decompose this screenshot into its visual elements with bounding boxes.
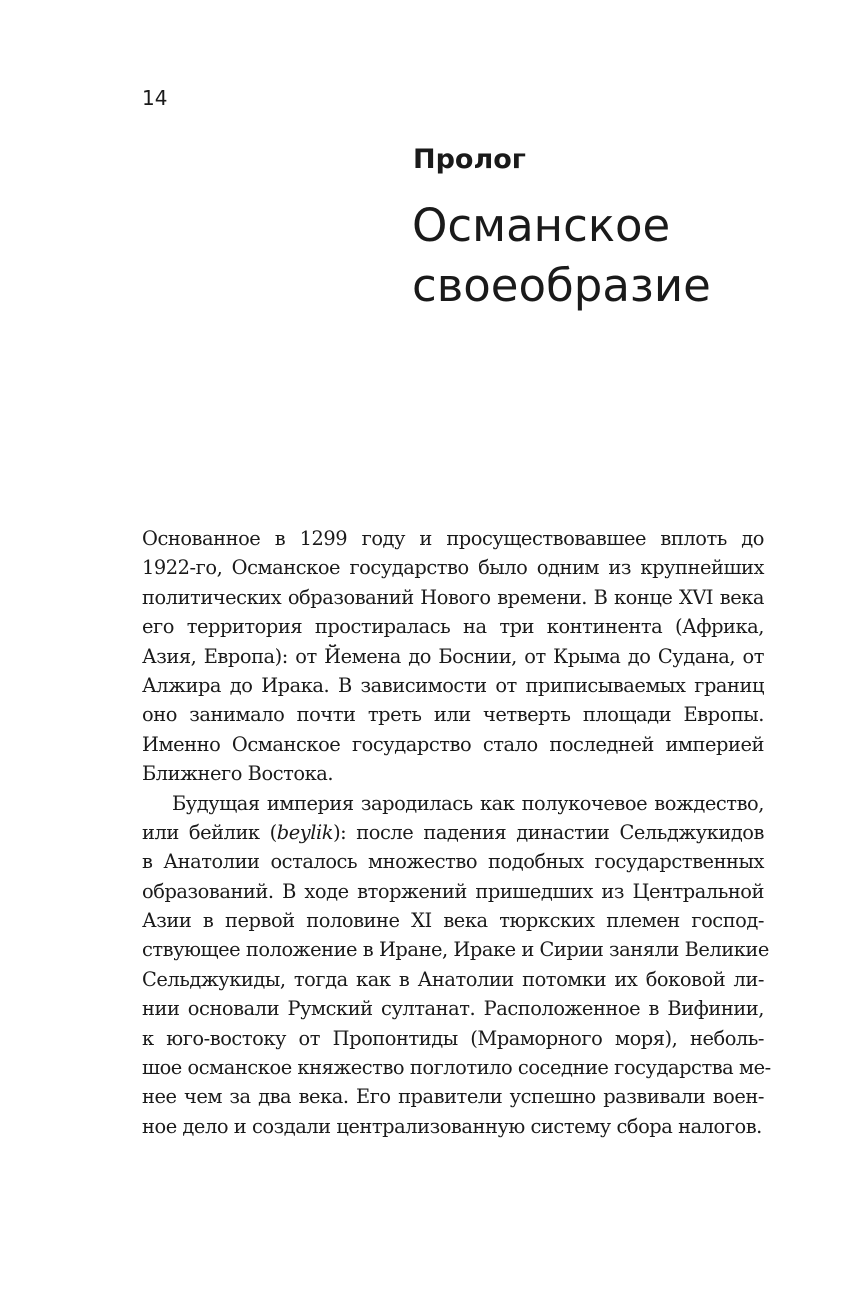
text-line: ное дело и создали централизованную систему сбора налогов. bbox=[142, 1114, 762, 1138]
text-line: Алжира до Ирака. В зависимости от приписываемых границ bbox=[142, 673, 764, 697]
text-line: ствующее положение в Иране, Ираке и Сирии заняли Великие bbox=[142, 938, 769, 962]
chapter-title-line: Османское bbox=[412, 199, 671, 252]
text-line: Азии в первой половине XI века тюркских племен господ- bbox=[142, 909, 764, 933]
italic-term: beylik bbox=[276, 820, 334, 844]
text-line: Будущая империя зародилась как полукочевое вождество, bbox=[172, 791, 764, 815]
text-line: Ближнего Востока. bbox=[142, 762, 334, 786]
text-line: Азия, Европа): от Йемена до Боснии, от Крыма до Судана, от bbox=[142, 644, 764, 668]
text-line: в Анатолии осталось множество подобных государственных bbox=[142, 850, 764, 874]
page-number: 14 bbox=[142, 86, 168, 110]
text-fragment: или бейлик ( bbox=[142, 820, 277, 844]
text-line: политических образований Нового времени. В конце XVI века bbox=[142, 585, 764, 609]
text-line: нии основали Румский султанат. Расположенное в Вифинии, bbox=[142, 997, 764, 1021]
text-line: Сельджукиды, тогда как в Анатолии потомки их боковой ли- bbox=[142, 967, 764, 991]
paragraph-1 bbox=[142, 524, 764, 789]
chapter-title-line: своеобразие bbox=[412, 259, 711, 312]
text-line bbox=[142, 818, 764, 847]
text-line: оно занимало почти треть или четверть площади Европы. bbox=[142, 703, 764, 727]
text-fragment: ): после падения династии Сельджукидов bbox=[333, 820, 764, 844]
body-text bbox=[142, 524, 771, 1141]
text-line: Именно Османское государство стало последней империей bbox=[142, 732, 764, 756]
text-line: к юго-востоку от Пропонтиды (Мраморного моря), неболь- bbox=[142, 1026, 764, 1050]
section-label: Пролог bbox=[413, 144, 526, 175]
text-line: его территория простиралась на три континента (Африка, bbox=[142, 615, 764, 639]
text-line: нее чем за два века. Его правители успешно развивали воен- bbox=[142, 1085, 764, 1109]
text-line: Основанное в 1299 году и просуществовавшее вплоть до bbox=[142, 527, 764, 550]
text-line: образований. В ходе вторжений пришедших из Центральной bbox=[142, 879, 764, 903]
text-line: шое османское княжество поглотило соседние государства ме- bbox=[142, 1056, 771, 1080]
paragraph-2 bbox=[142, 789, 771, 1142]
text-line: 1922-го, Османское государство было одним из крупнейших bbox=[142, 556, 764, 580]
chapter-title bbox=[412, 196, 792, 316]
